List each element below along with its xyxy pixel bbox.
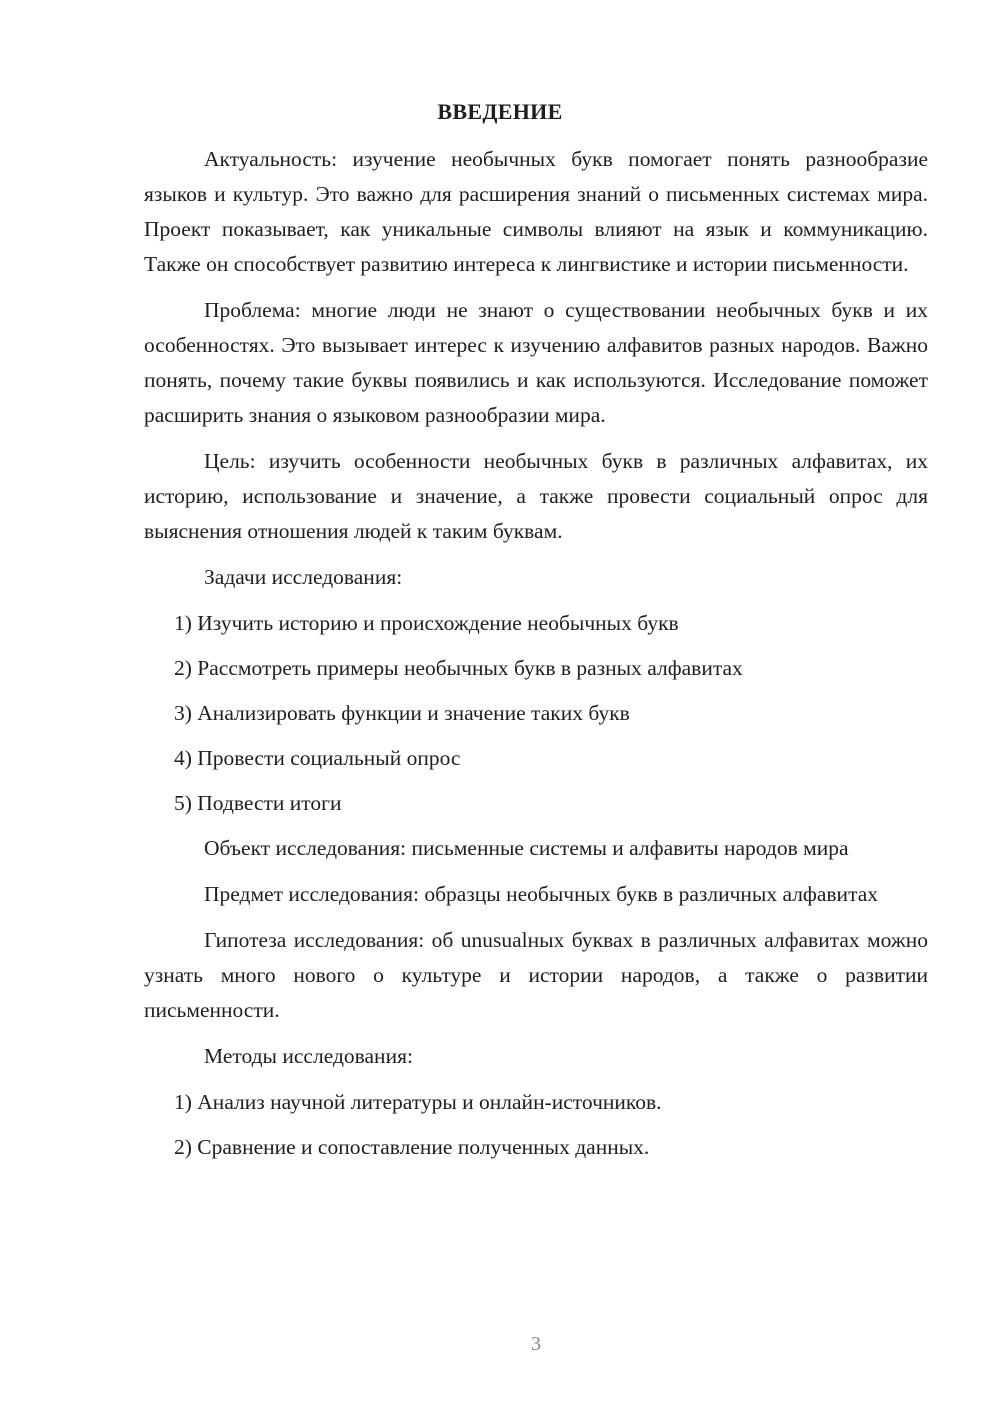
list-item: 2) Сравнение и сопоставление полученных данных.	[174, 1135, 650, 1159]
tasks-heading: Задачи исследования:	[204, 565, 403, 589]
page-number: 3	[531, 1333, 541, 1355]
problem-paragraph: Проблема: многие люди не знают о существовании необычных букв и их особенностях. Это вызывает интерес к изучению алфавитов разных народов. Важно понять, почему такие буквы появились и как используются. Исследование поможет расширить знания о языковом разнообразии мира.	[144, 298, 928, 427]
list-item: 2) Рассмотреть примеры необычных букв в разных алфавитах	[174, 656, 743, 680]
object-paragraph: Объект исследования: письменные системы и алфавиты народов мира	[204, 836, 849, 860]
page-body	[144, 142, 928, 1175]
methods-heading: Методы исследования:	[204, 1044, 413, 1068]
list-item: 4) Провести социальный опрос	[174, 746, 461, 770]
list-item: 1) Изучить историю и происхождение необычных букв	[174, 611, 679, 635]
section-title: ВВЕДЕНИЕ	[437, 99, 563, 124]
list-item: 5) Подвести итоги	[174, 791, 342, 815]
methods-list	[144, 1085, 928, 1165]
list-item: 1) Анализ научной литературы и онлайн-источников.	[174, 1090, 662, 1114]
tasks-list	[144, 606, 928, 821]
subject-paragraph: Предмет исследования: образцы необычных букв в различных алфавитах	[204, 882, 879, 906]
list-item: 3) Анализировать функции и значение таких букв	[174, 701, 630, 725]
hypothesis-paragraph: Гипотеза исследования: об unusualных буквах в различных алфавитах можно узнать много нового о культуре и истории народов, а также о развитии письменности.	[144, 928, 928, 1022]
relevance-paragraph: Актуальность: изучение необычных букв помогает понять разнообразие языков и культур. Это важно для расширения знаний о письменных системах мира. Проект показывает, как уникальные символы влияют на язык и коммуникацию. Также он способствует развитию интереса к лингвистике и истории письменности.	[144, 147, 928, 276]
goal-paragraph: Цель: изучить особенности необычных букв в различных алфавитах, их историю, использование и значение, а также провести социальный опрос для выяснения отношения людей к таким буквам.	[144, 449, 928, 543]
